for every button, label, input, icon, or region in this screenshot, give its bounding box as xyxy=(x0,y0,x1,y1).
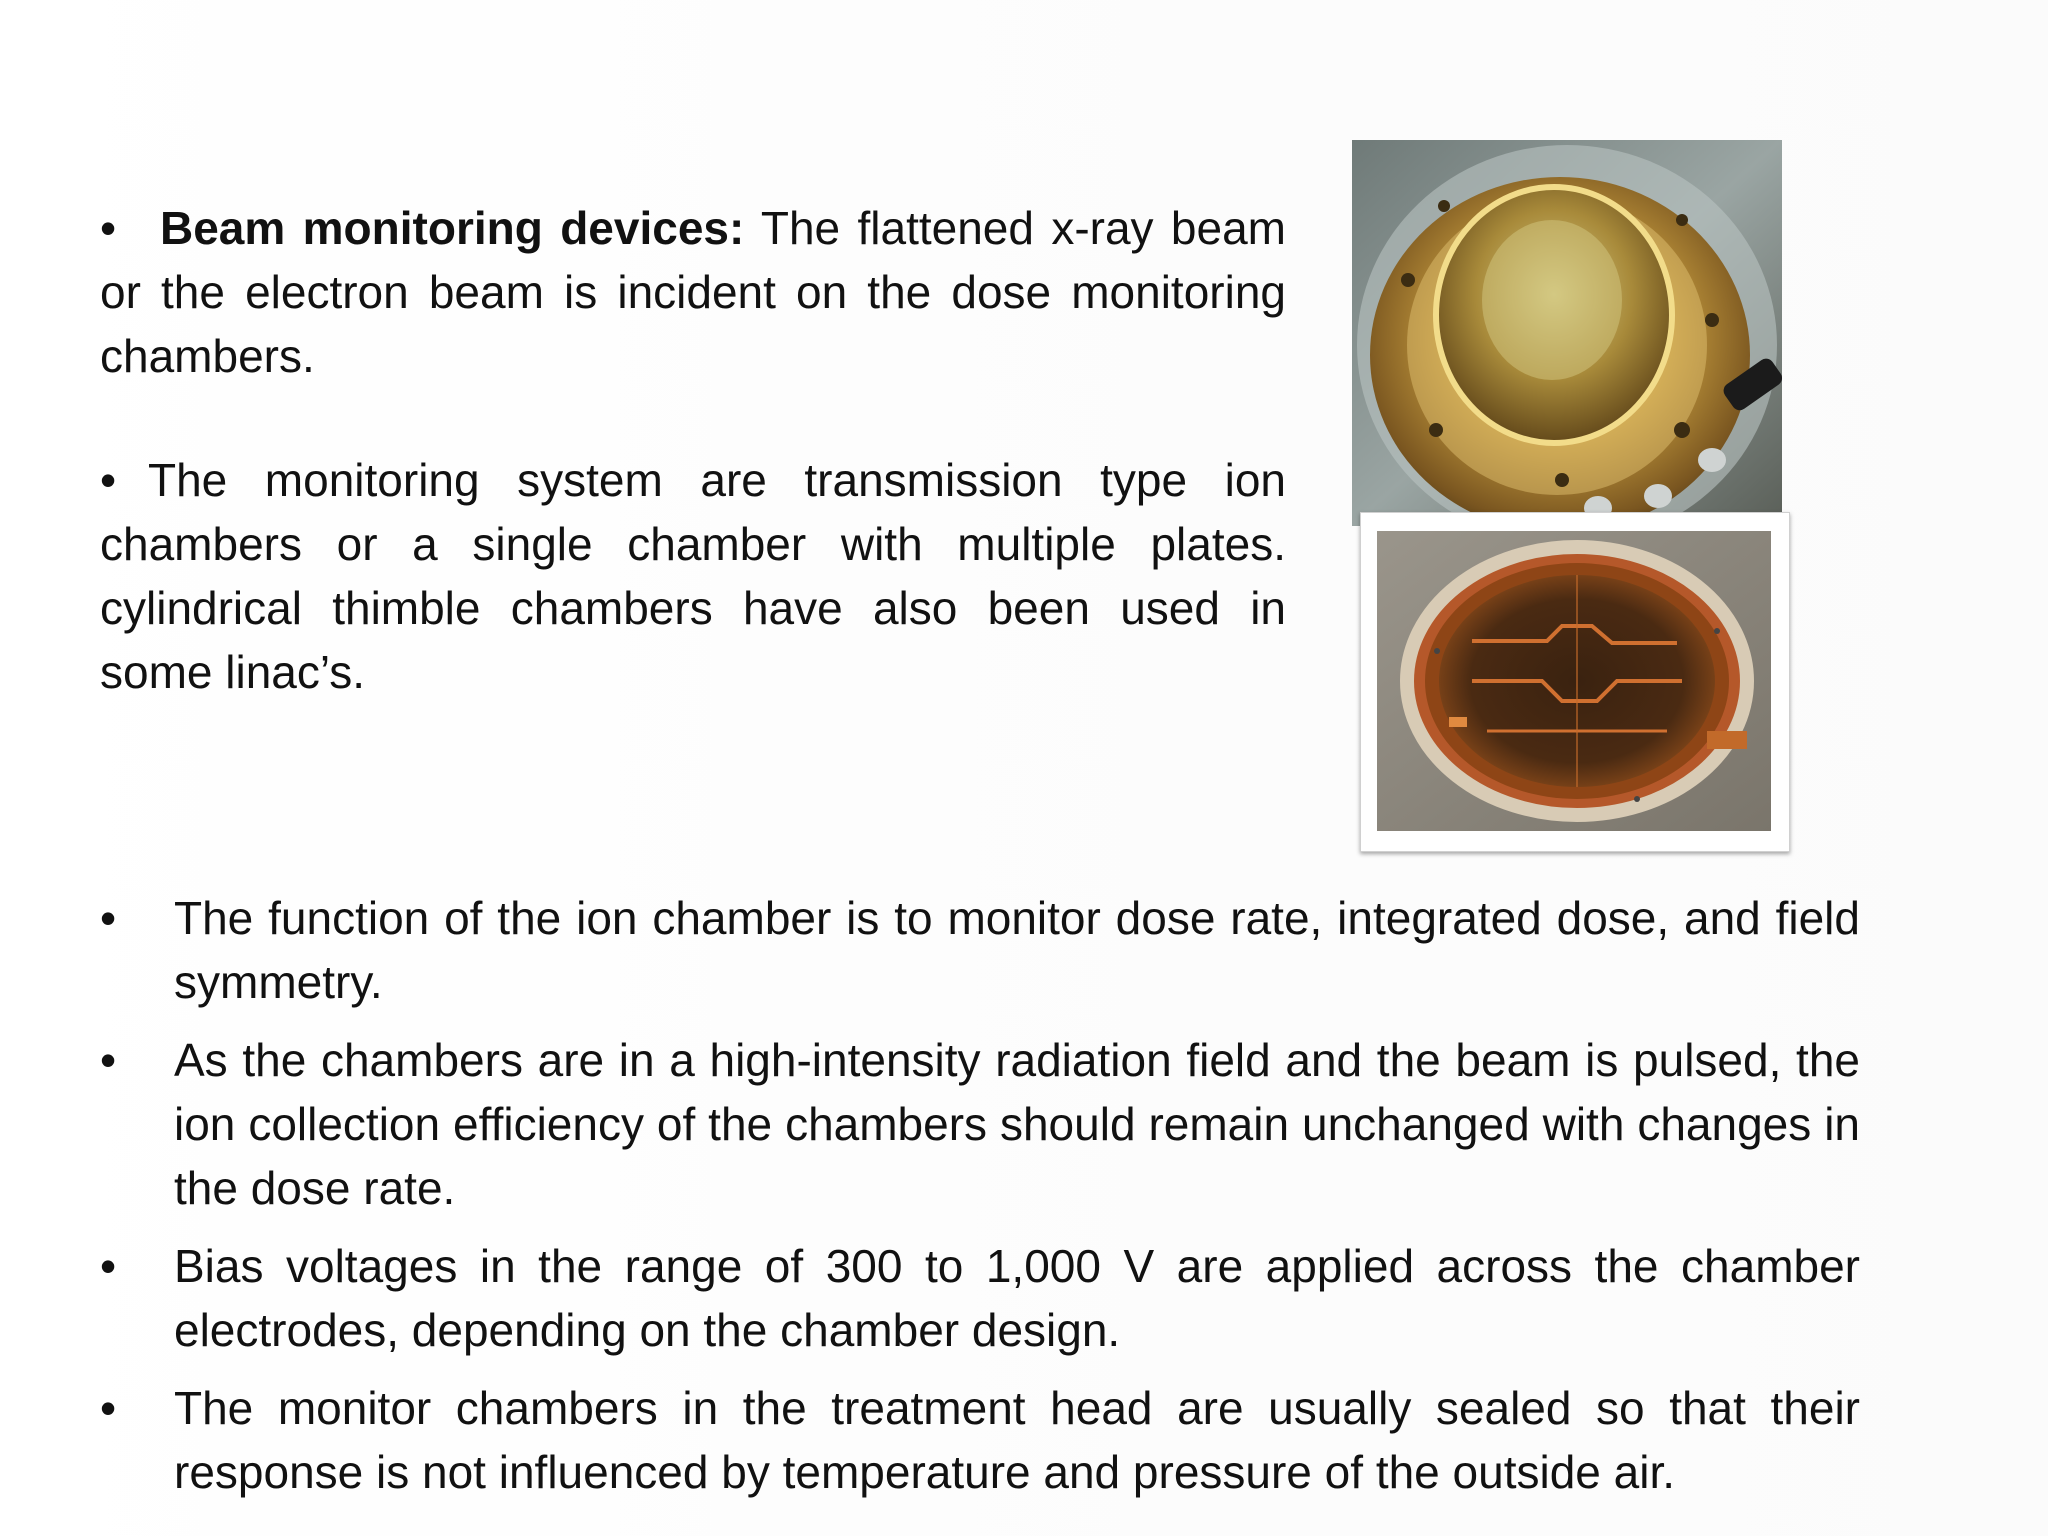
paragraph-lead: Beam monitoring devices: xyxy=(160,202,745,254)
bullet-marker: • xyxy=(100,1034,117,1086)
list-item xyxy=(100,1376,1860,1504)
paragraph-text: The monitoring system are transmission type ion chambers or a single chamber with multiple plates. cylindrical thimble chambers have also been used in some linac’s. xyxy=(100,454,1286,698)
ion-chamber-plate-photo-frame xyxy=(1360,512,1790,852)
bullet-marker: • xyxy=(100,454,117,506)
list-item xyxy=(100,1028,1860,1220)
paragraph-text: The flattened x-ray beam or the electron beam is incident on the dose monitoring chambers. xyxy=(100,202,1286,382)
bullet-marker: • xyxy=(100,202,117,254)
bullet-marker: • xyxy=(100,1240,117,1292)
list-item xyxy=(100,1234,1860,1362)
bullet-marker: • xyxy=(100,1382,117,1434)
list-item-text: As the chambers are in a high-intensity radiation field and the beam is pulsed, the ion collection efficiency of the chambers should remain unchanged with changes in the dose rate. xyxy=(174,1034,1860,1214)
list-item-text: The function of the ion chamber is to monitor dose rate, integrated dose, and field symmetry. xyxy=(174,892,1860,1008)
list-item-text: The monitor chambers in the treatment head are usually sealed so that their response is not influenced by temperature and pressure of the outside air. xyxy=(174,1382,1860,1498)
list-item-text: Bias voltages in the range of 300 to 1,000 V are applied across the chamber electrodes, depending on the chamber design. xyxy=(174,1240,1860,1356)
bullet-marker: • xyxy=(100,892,117,944)
bottom-bullet-list xyxy=(100,886,1860,1518)
top-text-block xyxy=(100,196,1286,704)
ion-chamber-plate-photo xyxy=(1377,531,1771,831)
list-item xyxy=(100,886,1860,1014)
monitor-chamber-head-photo xyxy=(1352,140,1782,526)
paragraph-beam-monitoring xyxy=(100,196,1286,388)
paragraph-monitoring-system xyxy=(100,448,1286,704)
